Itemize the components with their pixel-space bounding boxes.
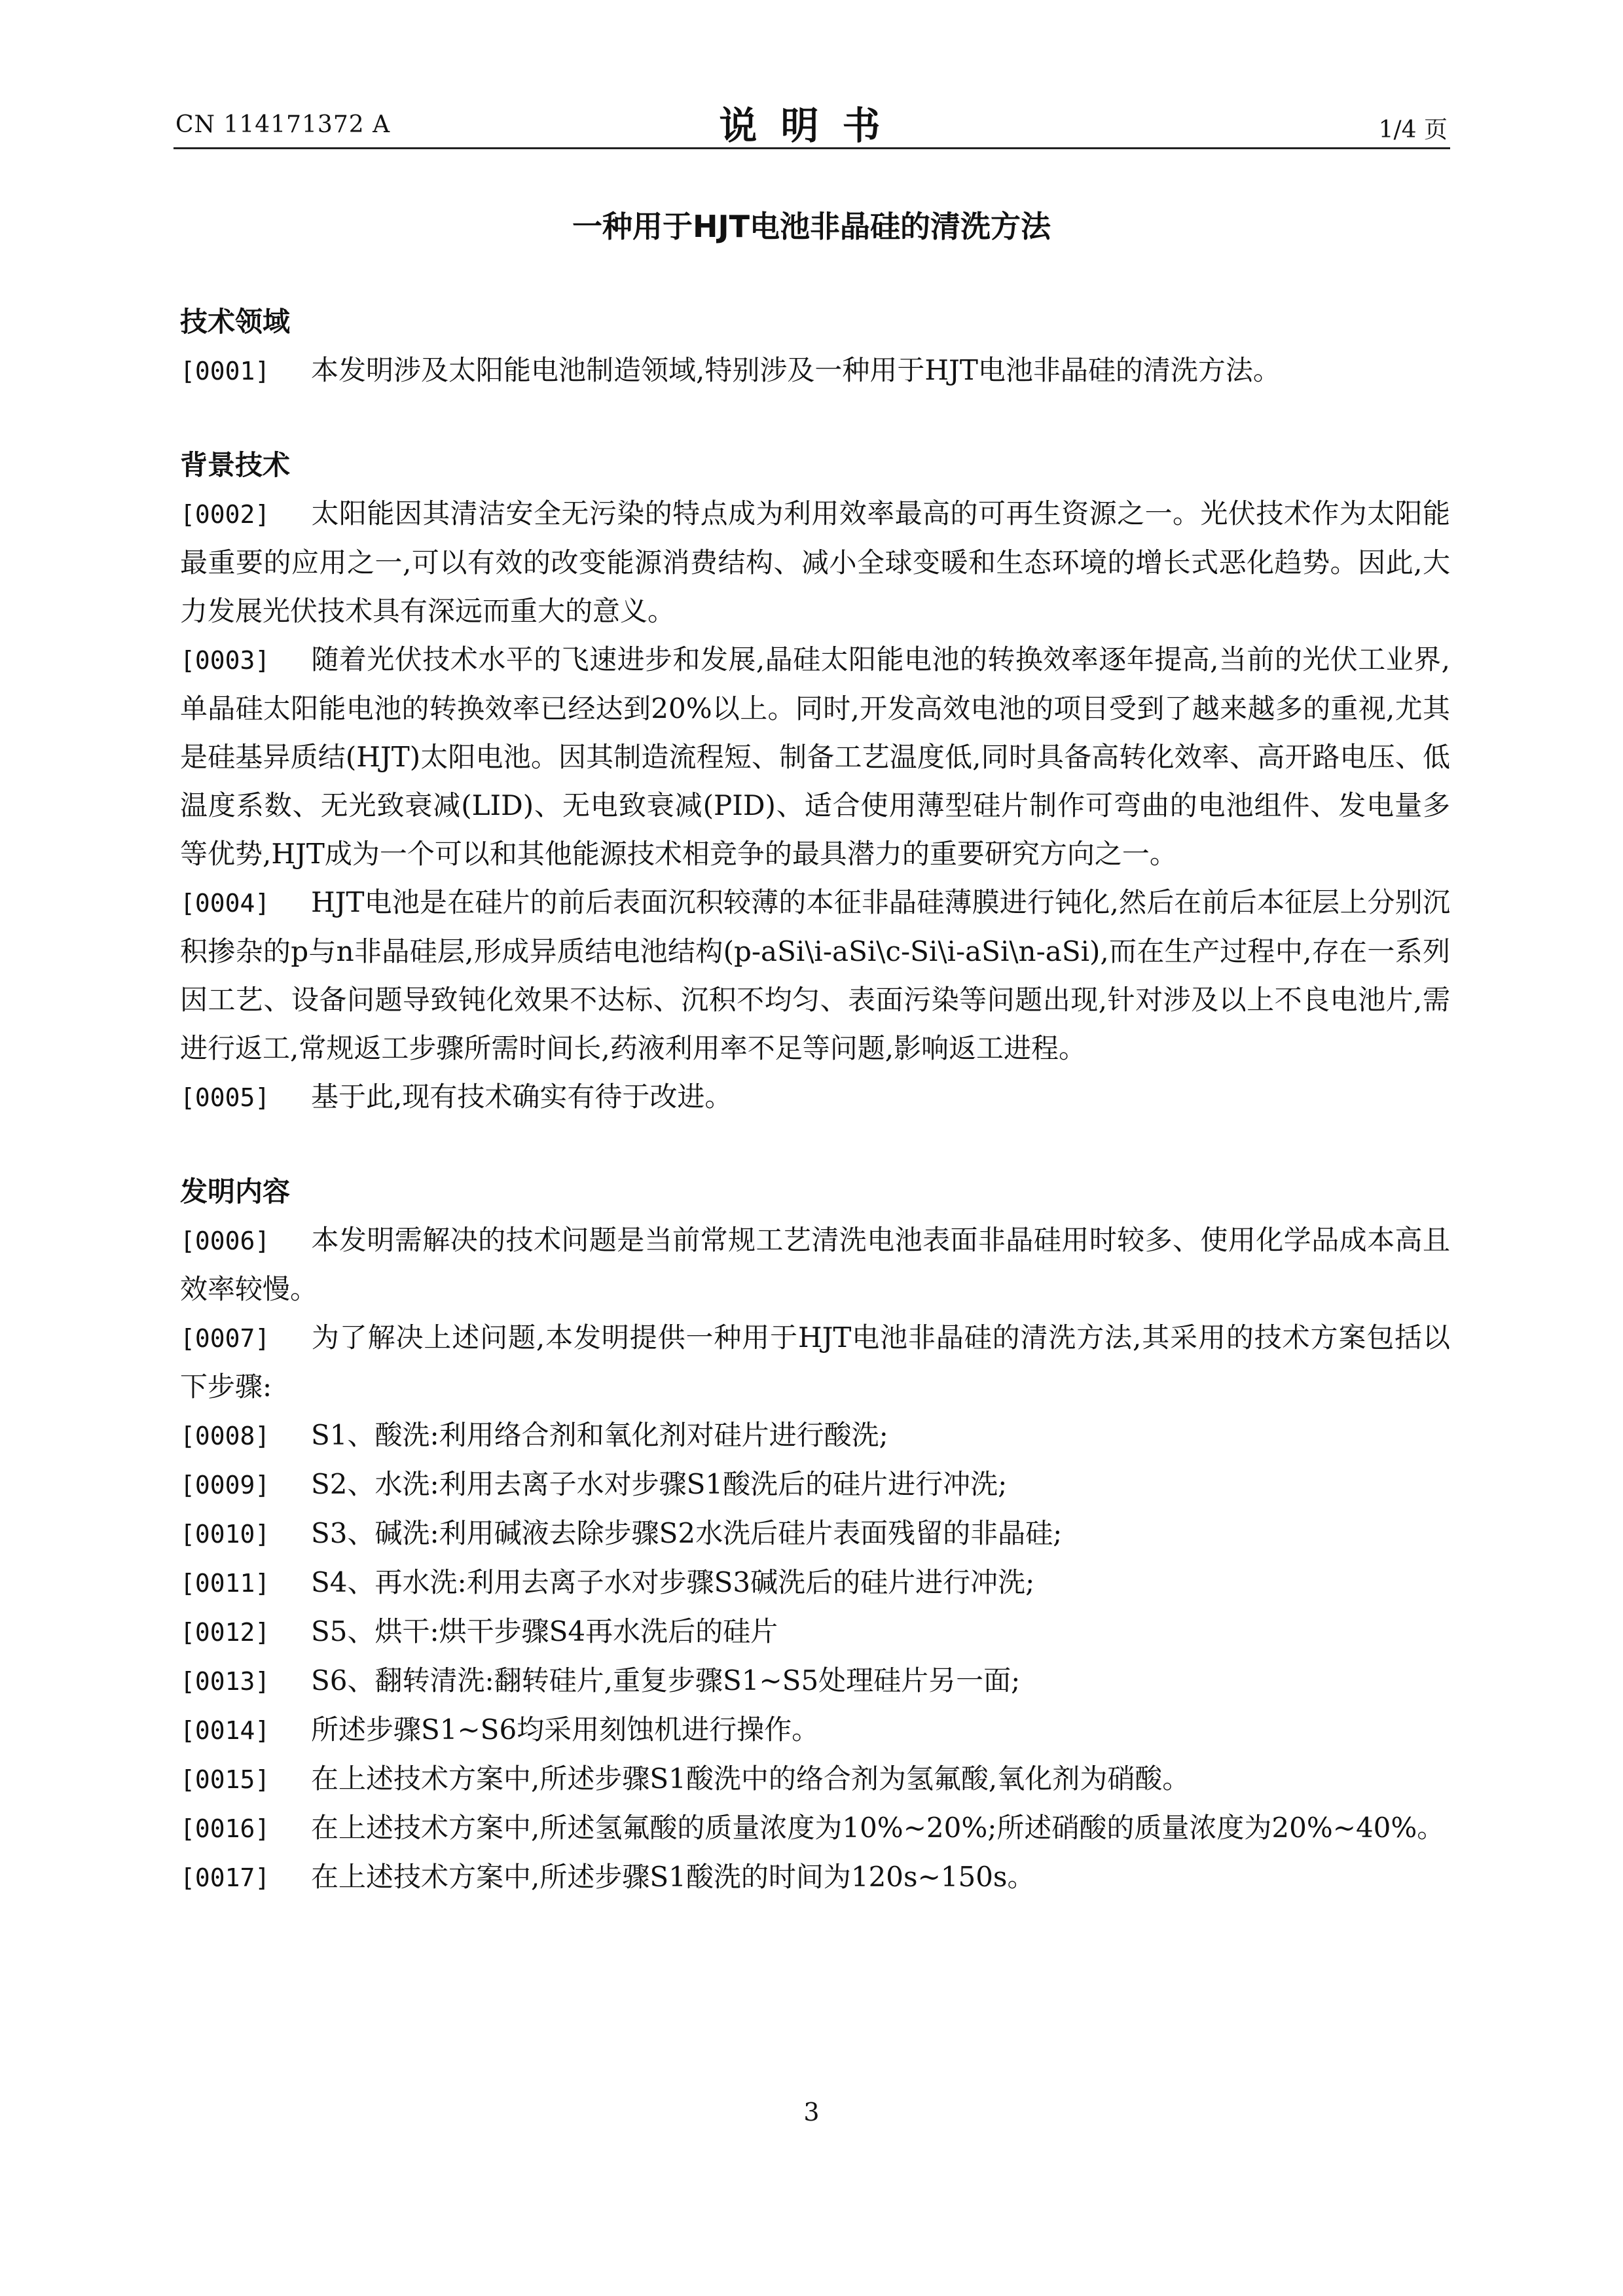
section-heading: 背景技术 — [180, 449, 291, 481]
paragraph-number: [0003] — [180, 646, 270, 675]
document-title: 一种用于HJT电池非晶硅的清洗方法 — [572, 209, 1051, 244]
paragraph — [180, 1073, 1450, 1122]
document-body — [180, 298, 1450, 1902]
paragraph — [180, 1755, 1450, 1804]
paragraph-number: [0014] — [180, 1716, 270, 1745]
paragraph-number: [0011] — [180, 1569, 270, 1598]
paragraph — [180, 1706, 1450, 1755]
paragraph-number: [0001] — [180, 357, 270, 386]
header-divider — [173, 147, 1450, 149]
paragraph-number: [0002] — [180, 500, 270, 529]
paragraph-text: 在上述技术方案中,所述步骤S1酸洗中的络合剂为氢氟酸,氧化剂为硝酸。 — [311, 1763, 1190, 1795]
paragraph-text: 本发明涉及太阳能电池制造领域,特别涉及一种用于HJT电池非晶硅的清洗方法。 — [311, 354, 1281, 386]
paragraph-number: [0012] — [180, 1618, 270, 1647]
paragraph-number: [0005] — [180, 1083, 270, 1112]
paragraph-text: 为了解决上述问题,本发明提供一种用于HJT电池非晶硅的清洗方法,其采用的技术方案包括以下步骤: — [180, 1321, 1450, 1403]
section-background — [180, 441, 1450, 1122]
paragraph-number: [0016] — [180, 1814, 270, 1843]
paragraph-text: 所述步骤S1~S6均采用刻蚀机进行操作。 — [311, 1713, 820, 1746]
paragraph-number: [0013] — [180, 1667, 270, 1696]
paragraph-text: 太阳能因其清洁安全无污染的特点成为利用效率最高的可再生资源之一。光伏技术作为太阳能最重要的应用之一,可以有效的改变能源消费结构、减小全球变暖和生态环境的增长式恶化趋势。因此,大力发展光伏技术具有深远而重大的意义。 — [180, 497, 1450, 627]
paragraph — [180, 1853, 1450, 1902]
paragraph — [180, 1657, 1450, 1706]
paragraph-text: S6、翻转清洗:翻转硅片,重复步骤S1~S5处理硅片另一面; — [311, 1664, 1021, 1696]
paragraph — [180, 1509, 1450, 1558]
publication-number: CN 114171372 A — [175, 111, 391, 138]
paragraph-number: [0010] — [180, 1520, 270, 1549]
paragraph — [180, 1558, 1450, 1607]
section-heading: 技术领域 — [180, 306, 291, 338]
paragraph — [180, 1314, 1450, 1411]
paragraph — [180, 1460, 1450, 1509]
paragraph-text: S4、再水洗:利用去离子水对步骤S3碱洗后的硅片进行冲洗; — [311, 1566, 1035, 1598]
paragraph-number: [0015] — [180, 1765, 270, 1794]
paragraph — [180, 1804, 1450, 1853]
paragraph-number: [0004] — [180, 889, 270, 918]
paragraph-number: [0017] — [180, 1863, 270, 1892]
paragraph-text: S5、烘干:烘干步骤S4再水洗后的硅片 — [311, 1615, 778, 1647]
paragraph-text: S2、水洗:利用去离子水对步骤S1酸洗后的硅片进行冲洗; — [311, 1468, 1008, 1500]
paragraph-text: 本发明需解决的技术问题是当前常规工艺清洗电池表面非晶硅用时较多、使用化学品成本高且效率较慢。 — [180, 1224, 1450, 1305]
page-indicator: 1/4 页 — [1378, 117, 1448, 143]
document-type: 说明书 — [719, 103, 904, 148]
section-tech-field — [180, 298, 1450, 395]
paragraph-number: [0009] — [180, 1471, 270, 1499]
paragraph-text: 在上述技术方案中,所述氢氟酸的质量浓度为10%~20%;所述硝酸的质量浓度为20%~40%。 — [311, 1812, 1445, 1844]
paragraph — [180, 1411, 1450, 1460]
paragraph-text: S1、酸洗:利用络合剂和氧化剂对硅片进行酸洗; — [311, 1419, 888, 1451]
section-heading: 发明内容 — [180, 1175, 291, 1208]
page-number: 3 — [803, 2098, 820, 2126]
paragraph — [180, 490, 1450, 636]
paragraph-text: 在上述技术方案中,所述步骤S1酸洗的时间为120s~150s。 — [311, 1861, 1035, 1893]
paragraph-number: [0006] — [180, 1227, 270, 1255]
paragraph — [180, 878, 1450, 1073]
paragraph-text: 随着光伏技术水平的飞速进步和发展,晶硅太阳能电池的转换效率逐年提高,当前的光伏工业界,单晶硅太阳能电池的转换效率已经达到20%以上。同时,开发高效电池的项目受到了越来越多的重视,尤其是硅基异质结(HJT)太阳电池。因其制造流程短、制备工艺温度低,同时具备高转化效率、高开路电压、低温度系数、无光致衰减(LID)、无电致衰减(PID)、适合使用薄型硅片制作可弯曲的电池组件、发电量多等优势,HJT成为一个可以和其他能源技术相竞争的最具潜力的重要研究方向之一。 — [180, 643, 1450, 870]
paragraph — [180, 1216, 1450, 1314]
paragraph-text: 基于此,现有技术确实有待于改进。 — [311, 1081, 733, 1113]
paragraph-number: [0007] — [180, 1324, 270, 1353]
paragraph-text: S3、碱洗:利用碱液去除步骤S2水洗后硅片表面残留的非晶硅; — [311, 1517, 1063, 1549]
paragraph-text: HJT电池是在硅片的前后表面沉积较薄的本征非晶硅薄膜进行钝化,然后在前后本征层上分别沉积掺杂的p与n非晶硅层,形成异质结电池结构(p-aSi\i-aSi\c-Si\i-aSi\n-aSi),而在生产过程中,存在一系列因工艺、设备问题导致钝化效果不达标、沉积不均匀、表面污染等问题出现,针对涉及以上不良电池片,需进行返工,常规返工步骤所需时间长,药液利用率不足等问题,影响返工进程。 — [180, 886, 1450, 1064]
paragraph-number: [0008] — [180, 1422, 270, 1450]
paragraph — [180, 1607, 1450, 1657]
section-invention — [180, 1168, 1450, 1902]
paragraph — [180, 346, 1450, 395]
paragraph — [180, 636, 1450, 878]
